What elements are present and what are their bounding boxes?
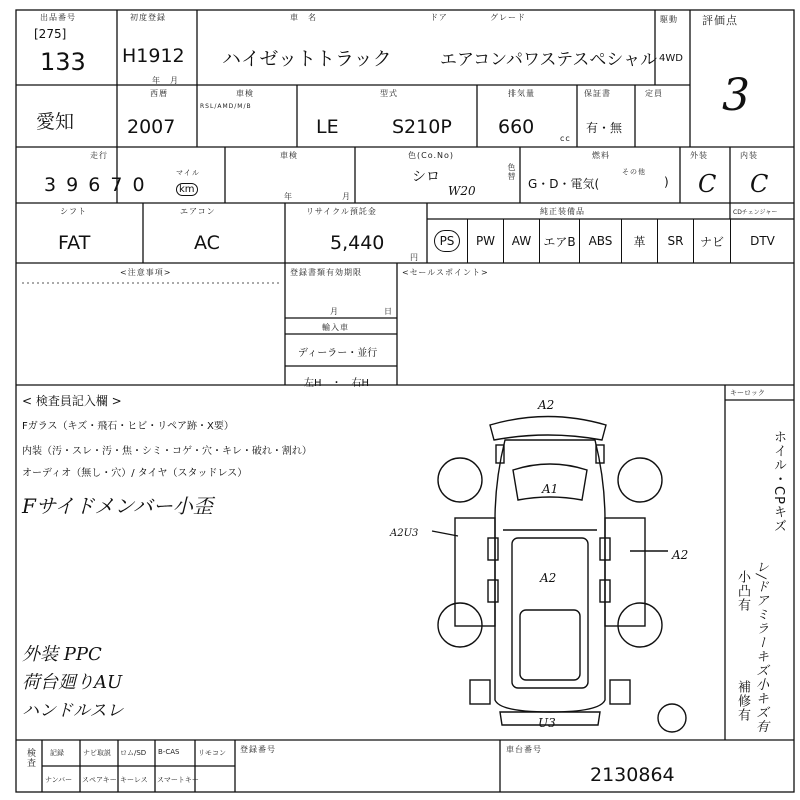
car-name: ハイゼットトラック xyxy=(222,48,392,70)
interior-grade: C xyxy=(750,170,769,198)
cc-unit: cc xyxy=(560,134,571,143)
interior-line: 内装（汚・スレ・汚・焦・シミ・コゲ・穴・キレ・破れ・割れ） xyxy=(22,446,312,457)
exterior-grade: C xyxy=(698,170,717,198)
recycle-note: RSL/AMD/M/B xyxy=(200,103,252,110)
mark-front: A2 xyxy=(538,398,555,412)
model-label: 型式 xyxy=(380,89,398,98)
year-month-label: 年 月 xyxy=(152,76,179,85)
car-name-label: 車 名 xyxy=(290,13,317,22)
side-note-2: レ/ドアミラーキズ小キズ有 xyxy=(753,560,768,734)
model: S210P xyxy=(392,116,452,138)
shift: FAT xyxy=(58,232,91,254)
equip-dtv-label: DTV xyxy=(750,234,775,248)
equip-leather-label: 革 xyxy=(633,234,646,249)
mark-rear: U3 xyxy=(538,716,556,730)
keylock-label: キーロック xyxy=(730,389,765,397)
mile-unit: マイル xyxy=(176,169,200,177)
displacement-label: 排気量 xyxy=(508,89,535,98)
grade-label: グレード xyxy=(490,13,526,22)
note-handle: ハンドルスレ xyxy=(22,701,124,721)
import-label: 輸入車 xyxy=(322,323,349,332)
reg-month-unit: 月 xyxy=(330,307,339,316)
mileage: 3 9 6 7 0 xyxy=(44,174,147,196)
opt-bcas: B-CAS xyxy=(158,748,180,756)
vehicle-label: 車検 xyxy=(280,151,298,160)
equip-sr-label: SR xyxy=(667,234,684,248)
equipment-label: 純正装備品 xyxy=(540,207,585,216)
inspection-label: 検査 xyxy=(25,748,35,768)
note-exterior: 外装 PPC xyxy=(22,644,102,665)
audio-tire-line: オーディオ（無し・穴）/ タイヤ（スタッドレス） xyxy=(22,468,248,479)
equip-airbag-label: エアB xyxy=(543,234,576,249)
km-unit: km xyxy=(176,183,198,196)
yen-unit: 円 xyxy=(410,253,419,262)
import-type: ディーラー・並行 xyxy=(298,348,378,359)
chassis-label: 車台番号 xyxy=(506,745,542,754)
year: 2007 xyxy=(127,116,176,138)
opt-smart-key: スマートキー xyxy=(157,776,199,784)
equip-aw-label: AW xyxy=(511,234,532,248)
opt-remote: リモコン xyxy=(198,749,226,757)
capacity-label: 定員 xyxy=(645,89,663,98)
color: シロ xyxy=(412,169,440,185)
year-label: 西暦 xyxy=(150,89,168,98)
grade: エアコンパワステスペシャル xyxy=(440,50,658,70)
cd-changer-label: CDチェンジャー xyxy=(733,209,778,216)
handle: 左H ・ 右H xyxy=(304,378,370,389)
inspection-label: 車検 xyxy=(236,89,254,98)
recycle-deposit: 5,440 xyxy=(330,232,385,254)
mark-bed: A2 xyxy=(540,571,557,585)
side-note-4: 補修有 xyxy=(735,680,750,722)
exterior-label: 外装 xyxy=(690,151,708,160)
opt-navi-manual: ナビ取説 xyxy=(83,749,111,757)
fuel: G・D・電気( xyxy=(528,177,600,191)
mark-right: A2 xyxy=(672,548,689,562)
side-note-3: 小凸有 xyxy=(735,570,750,612)
displacement: 660 xyxy=(498,116,535,138)
drive: 4WD xyxy=(659,53,683,64)
fuel-label: 燃料 xyxy=(592,151,610,160)
month-unit: 月 xyxy=(342,192,351,201)
mark-left: A2U3 xyxy=(390,528,419,539)
registration-label: 登録書類有効期限 xyxy=(290,268,362,277)
fuel-close: ) xyxy=(664,175,669,189)
color-label: 色(Co.No) xyxy=(408,151,455,160)
warranty-label: 保証書 xyxy=(584,89,611,98)
opt-number: ナンバー xyxy=(45,776,73,784)
note-bed: 荷台廻りAU xyxy=(22,672,123,693)
opt-spare-key: スペアキー xyxy=(82,776,117,784)
opt-rom: ロム/SD xyxy=(120,749,147,757)
note-side-member: Fサイドメンバー小歪 xyxy=(22,494,213,518)
opt-keyless: キーレス xyxy=(120,776,148,784)
drive-label: 駆動 xyxy=(660,15,678,24)
warranty: 有・無 xyxy=(586,121,623,135)
region: 愛知 xyxy=(36,111,75,133)
mileage-label: 走行 xyxy=(90,151,108,160)
color-change-label: 色替 xyxy=(507,163,516,181)
equip-navi-label: ナビ xyxy=(699,234,724,249)
year-unit: 年 xyxy=(284,192,293,201)
reg-number-label: 登録番号 xyxy=(240,745,276,754)
opt-record: 記録 xyxy=(50,749,64,757)
reg-day-unit: 日 xyxy=(384,307,393,316)
chassis-number: 2130864 xyxy=(590,764,675,786)
mark-roof: A1 xyxy=(542,482,559,496)
recycle-label: リサイクル預託金 xyxy=(306,207,377,216)
ac-label: エアコン xyxy=(180,207,216,216)
model-prefix: LE xyxy=(316,116,339,138)
sales-point-label: <セールスポイント> xyxy=(402,268,489,277)
lot-bracket: [275] xyxy=(34,27,67,41)
score-label: 評価点 xyxy=(702,14,738,27)
side-note-1: ホイル・CPキズ xyxy=(771,430,786,533)
first-reg: H1912 xyxy=(122,45,185,67)
fuel-other: その他 xyxy=(622,168,646,176)
interior-label: 内装 xyxy=(740,151,758,160)
equip-ps-label: PS xyxy=(434,230,461,252)
notes-label: <注意事項> xyxy=(120,268,172,277)
shift-label: シフト xyxy=(60,207,87,216)
inspector-title: < 検査員記入欄 > xyxy=(22,394,122,408)
lot-number: 133 xyxy=(40,48,86,76)
equip-pw-label: PW xyxy=(475,234,496,248)
score: 3 xyxy=(722,70,750,121)
auction-label: 出品番号 xyxy=(40,13,76,22)
color-code: W20 xyxy=(448,184,476,198)
door-label: ドア xyxy=(430,13,448,22)
windshield-line: Fガラス（キズ・飛石・ヒビ・リペア跡・X要） xyxy=(22,421,234,432)
ac: AC xyxy=(194,232,220,254)
equip-abs-label: ABS xyxy=(588,234,613,248)
first-reg-label: 初度登録 xyxy=(130,13,166,22)
